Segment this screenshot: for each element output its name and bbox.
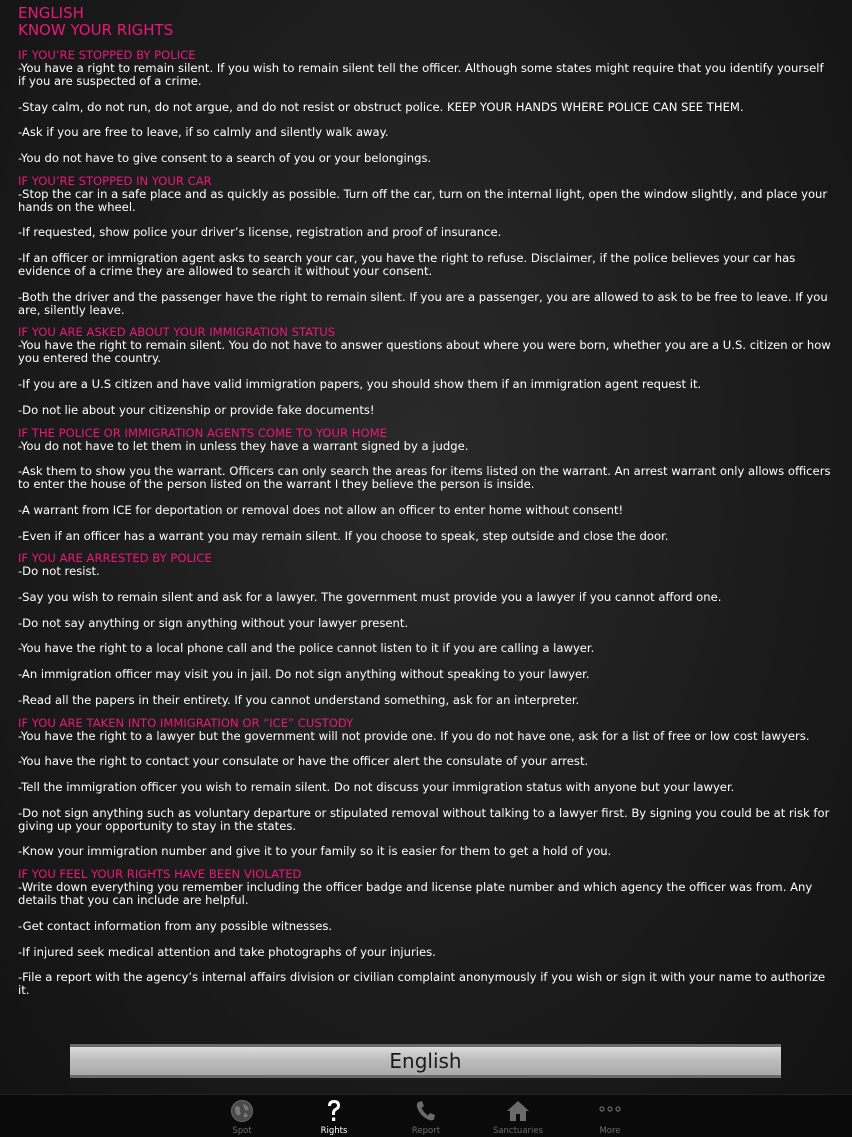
rights-paragraph: -Do not lie about your citizenship or provide fake documents! [18,402,375,417]
rights-paragraph: -A warrant from ICE for deportation or removal does not allow an officer to enter home without consent! [18,502,624,517]
rights-paragraph: -Do not resist. [18,564,100,579]
rights-section [18,427,834,543]
rights-paragraph: -You have a right to remain silent. If you wish to remain silent tell the officer. Although some states might require that you identify yourself if you are suspected of a crime. [18,60,824,88]
rights-paragraph: -Read all the papers in their entirety. If you cannot understand something, ask for an interpreter. [18,692,580,707]
section-heading: IF YOU’RE STOPPED BY POLICE [18,48,196,62]
tab-label: More [599,1126,621,1136]
rights-paragraph: -If you are a U.S citizen and have valid immigration papers, you should show them if an immigration agent request it. [18,376,702,391]
rights-paragraph: -If an officer or immigration agent asks to search your car, you have the right to refuse. Disclaimer, if the police believes your car has evidence of a crime they are allowed to search it without your consent. [18,251,796,278]
rights-paragraph: -Do not say anything or sign anything without your lawyer present. [18,615,409,630]
globe-icon [228,1098,256,1124]
section-heading: IF YOU’RE STOPPED IN YOUR CAR [18,173,212,188]
tab-label: Sanctuaries [492,1126,544,1136]
page-title: KNOW YOUR RIGHTS [18,21,174,39]
rights-section [18,552,834,706]
section-heading: IF YOU FEEL YOUR RIGHTS HAVE BEEN VIOLATED [18,867,302,882]
rights-paragraph: -Ask them to show you the warrant. Officers can only search the areas for items listed on the warrant. An arrest warrant only allows officers to enter the house of the person listed on the warrant I they believe the person is inside. [18,464,831,492]
rights-section [18,717,834,859]
more-dots-icon [596,1098,624,1124]
tab-spot[interactable] [196,1095,288,1137]
rights-paragraph: -Do not sign anything such as voluntary departure or stipulated removal without talking to a lawyer first. By signing you could be at risk for giving up your opportunity to stay in the states. [18,805,830,833]
tab-label: Rights [320,1126,348,1136]
question-mark-icon [320,1098,348,1124]
rights-paragraph: -Write down everything you remember including the officer badge and license plate number and which agency the officer was from. Any details that you can include are helpful. [18,880,813,908]
rights-paragraph: -Get contact information from any possible witnesses. [18,918,333,933]
tab-bar [0,1094,852,1137]
rights-sections [18,49,834,997]
rights-paragraph: -Know your immigration number and give it to your family so it is easier for them to get a hold of you. [18,844,612,859]
section-heading: IF YOU ARE ARRESTED BY POLICE [18,551,212,566]
rights-section [18,49,834,165]
rights-section [18,175,834,317]
tab-report[interactable] [380,1095,472,1137]
tab-rights[interactable] [288,1095,380,1137]
language-selector-value: English [389,1049,462,1073]
rights-paragraph: -You have the right to a lawyer but the government will not provide one. If you do not have one, ask for a list of free or low cost lawyers. [18,728,810,743]
rights-paragraph: -Stop the car in a safe place and as quickly as possible. Turn off the car, turn on the internal light, open the window slightly, and place your hands on the wheel. [18,186,828,214]
rights-paragraph: -You have the right to a local phone call and the police cannot listen to it if you are calling a lawyer. [18,641,595,656]
rights-paragraph: -An immigration officer may visit you in jail. Do not sign anything without speaking to your lawyer. [18,667,590,682]
rights-paragraph: -You have the right to remain silent. You do not have to answer questions about where you were born, whether you are a U.S. citizen or how you entered the country. [18,338,831,366]
tab-label: Spot [232,1126,252,1136]
tab-label: Report [411,1126,441,1136]
section-heading: IF YOU ARE TAKEN INTO IMMIGRATION OR “ICE” CUSTODY [18,715,354,730]
rights-paragraph: -You do not have to let them in unless they have a warrant signed by a judge. [18,438,469,453]
house-icon [504,1098,532,1124]
language-heading: ENGLISH [18,4,84,22]
rights-paragraph: -Even if an officer has a warrant you may remain silent. If you choose to speak, step outside and close the door. [18,528,669,543]
rights-section [18,326,834,416]
phone-icon [412,1098,440,1124]
language-selector[interactable] [70,1044,781,1078]
rights-paragraph: -You have the right to contact your consulate or have the officer alert the consulate of your arrest. [18,754,589,769]
tab-sanctuaries[interactable] [472,1095,564,1137]
section-heading: IF YOU ARE ASKED ABOUT YOUR IMMIGRATION STATUS [18,325,336,340]
rights-paragraph: -You do not have to give consent to a search of you or your belongings. [18,150,432,165]
rights-paragraph: -Say you wish to remain silent and ask for a lawyer. The government must provide you a lawyer if you cannot afford one. [18,590,722,605]
rights-paragraph: -If requested, show police your driver’s license, registration and proof of insurance. [18,225,502,240]
rights-paragraph: -Ask if you are free to leave, if so calmly and silently walk away. [18,125,389,140]
rights-paragraph: -If injured seek medical attention and take photographs of your injuries. [18,944,436,959]
tab-more[interactable] [564,1095,656,1137]
rights-content[interactable] [18,5,834,997]
section-heading: IF THE POLICE OR IMMIGRATION AGENTS COME TO YOUR HOME [18,425,387,440]
rights-paragraph: -Tell the immigration officer you wish to remain silent. Do not discuss your immigration status with anyone but your lawyer. [18,780,735,795]
rights-section [18,868,834,997]
rights-paragraph: -Stay calm, do not run, do not argue, and do not resist or obstruct police. KEEP YOUR HANDS WHERE POLICE CAN SEE THEM. [18,99,744,114]
rights-paragraph: -File a report with the agency’s internal affairs division or civilian complaint anonymously if you wish or sign it with your name to authorize it. [18,970,826,998]
rights-paragraph: -Both the driver and the passenger have the right to remain silent. If you are a passenger, you are allowed to ask to be free to leave. If you are, silently leave. [18,289,828,317]
